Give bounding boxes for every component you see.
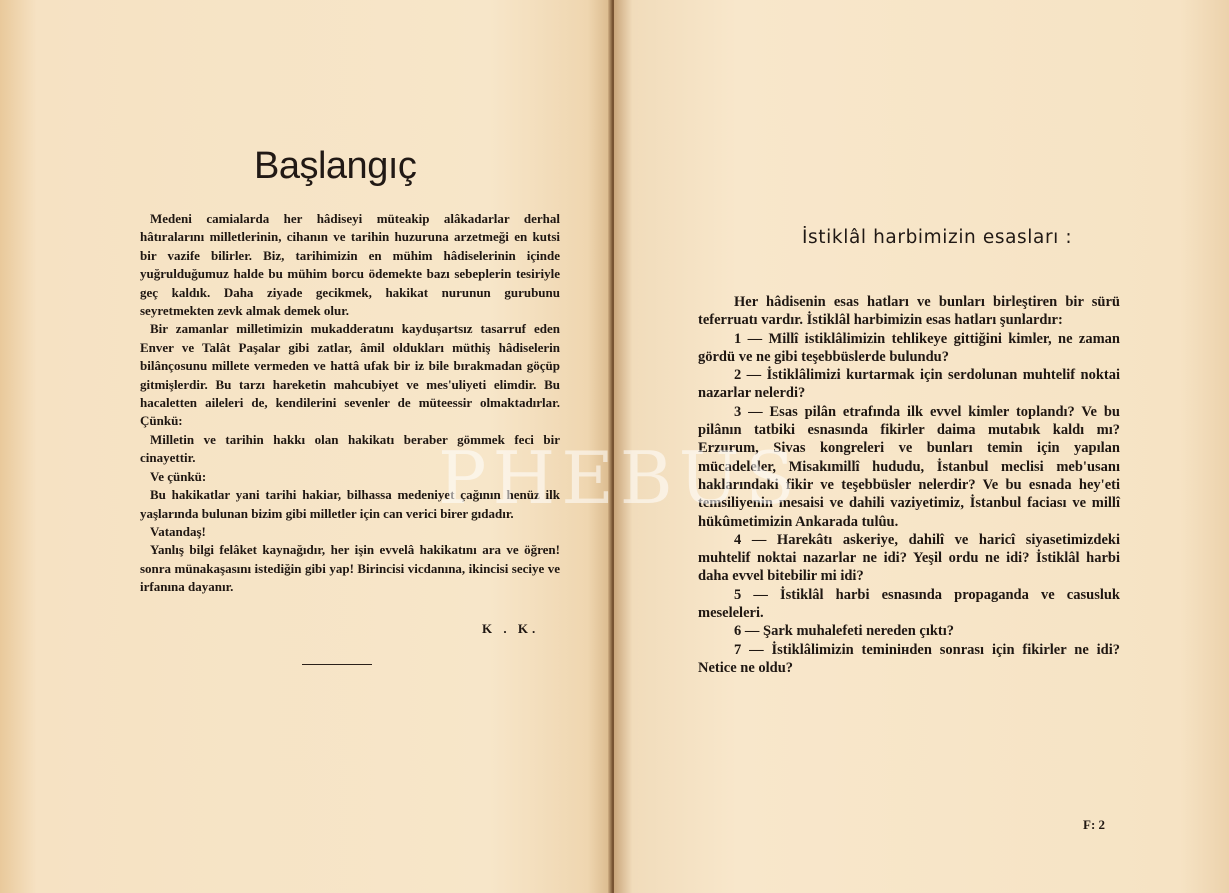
paragraph: Bir zamanlar milletimizin mukadderatını kaydușartsız tasarruf eden Enver ve Talât Paşalar gibi zatlar, âmil oldukları müthiş hâdiselerin bilânçosunu millete vermeden ve hattâ ufak bir iz bile bırakmadan göçüp gitmişlerdir. Bu tarzı hareketin mahcubiyet ve mes'uliyeti elimdir. Bu hacaletten aileleri de, kendilerini sevenler de müteessir olmaktadırlar. Çünkü:: [140, 321, 560, 429]
list-item: 7 — İstiklâlimizin teminінden sonrası için fikirler ne idi? Netice ne oldu?: [698, 641, 1120, 676]
list-item: 3 — Esas pilân etrafında ilk evvel kimler toplandı? Ve bu pilânın tatbiki esnasında fikirler daima mutabık kaldı mı? Erzurum, Sivas kongreleri ve bunları temin için yapılan mücadeleler, Misakımillî hududu, İstanbul meclisi meb'usanı haklarındaki fikir ve teşebbüsler nelerdir? Ve bu esnada hey'eti temsiliyenin mesaisi ve dahili vaziyetimiz, İstanbul faciası ve millî hükûmetimizin Ankarada tulûu.: [698, 403, 1120, 530]
left-page: [0, 0, 612, 893]
paragraph: Bu hakikatlar yani tarihi hakiar, bilhassa medeniyet çağının henüz ilk yaşlarında bulunan bizim gibi milletler için can verici birer gıdadır.: [140, 487, 560, 521]
paragraph: Medeni camialarda her hâdiseyi müteakip alâkadarlar derhal hâtıralarını milletlerinin, cihanın ve tarihin huzuruna arzetmeği en kutsi bir vazife bilirler. Biz, tarihimizin en mühim hâdiselerinin içinde yuğrulduğumuz halde bu mühim borcu ödemekte bazı sebeplerin tesiriyle geç kaldık. Daha ziyade gecikmek, hakikat nurunun gurubunu seyretmekten zevk almak demek olur.: [140, 211, 560, 319]
paragraph: Ve çünkü:: [150, 468, 207, 484]
list-item: 2 — İstiklâlimizi kurtarmak için serdolunan muhtelif noktai nazarlar nelerdi?: [698, 367, 1120, 402]
paragraph: Vatandaş!: [150, 523, 206, 539]
paragraph: Yanlış bilgi felâket kaynağıdır, her işin evvelâ hakikatını ara ve öğren! sonra münakaşasını istediğin gibi yap! Birincisi vicdanına, ikincisi seciye ve irfanına dayanır.: [140, 542, 560, 595]
list-item: 1 — Millî istiklâlimizin tehlikeye gittiğini kimler, ne zaman gördü ve ne gibi teşebbüslerde bulundu?: [698, 330, 1120, 365]
left-page-body: [140, 210, 560, 597]
right-page-body: [698, 293, 1120, 677]
right-page-title: İstiklâl harbimizin esasları :: [802, 227, 1073, 248]
list-item: 6 — Şark muhalefeti nereden çıktı?: [734, 623, 955, 640]
paragraph: Milletin ve tarihin hakkı olan hakikatı beraber gömmek feci bir cinayettir.: [140, 431, 560, 466]
divider: [302, 664, 372, 665]
list-item: 4 — Harekâtı askeriye, dahilî ve haricî siyasetimizdeki muhtelif noktai nazarlar ne idi? Yeşil ordu ne idi? İstiklâl harbi daha evvel bitebilir mi idi?: [698, 531, 1120, 585]
left-page-title: Başlangıç: [254, 145, 417, 187]
list-item: 5 — İstiklâl harbi esnasında propaganda ve casusluk meseleleri.: [698, 586, 1120, 622]
signature: K . K.: [482, 621, 540, 636]
watermark: PHEBUS: [438, 436, 801, 520]
intro-paragraph: Her hâdisenin esas hatları ve bunları birleştiren bir sürü teferruatı vardır. İstiklâl harbimizin esas hatları şunlardır:: [698, 294, 1120, 329]
page-number: F: 2: [1083, 817, 1106, 832]
